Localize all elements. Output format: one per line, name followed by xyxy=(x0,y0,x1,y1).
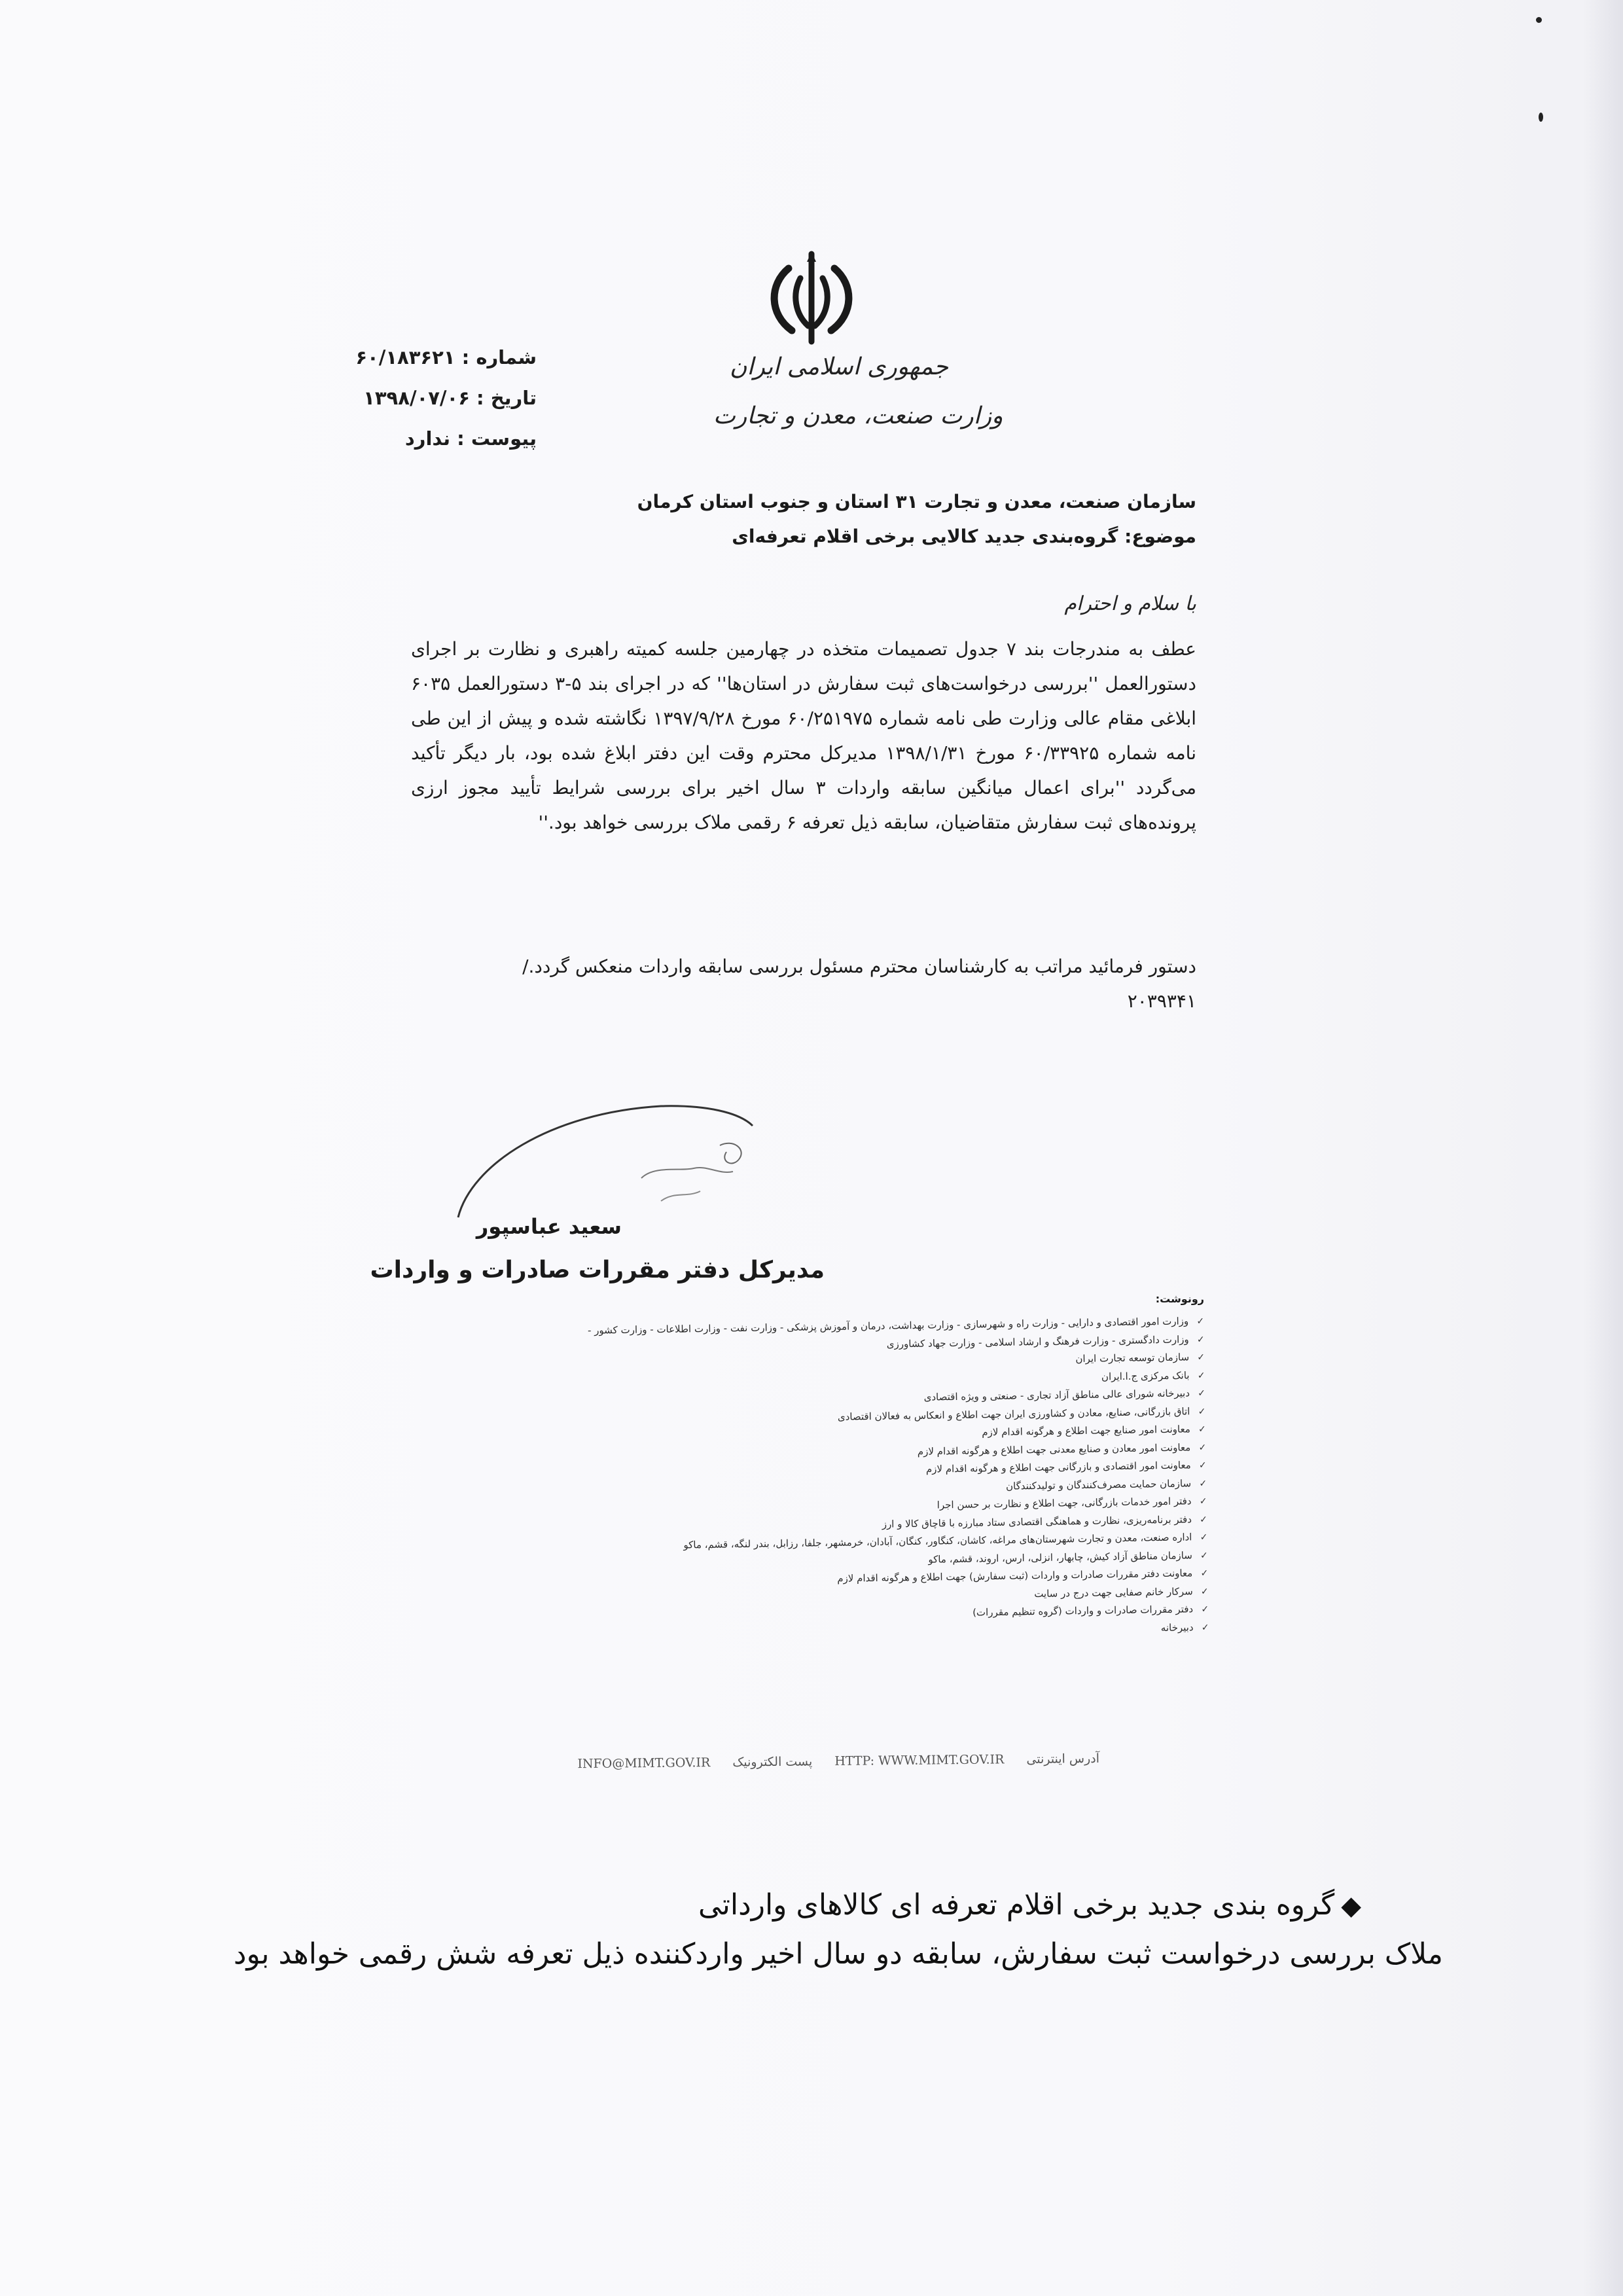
checkmark-icon: ✓ xyxy=(1200,1514,1208,1525)
cc-list-item-text: سرکار خانم صفایی جهت درج در سایت xyxy=(1034,1585,1193,1600)
letter-number-row xyxy=(340,337,537,378)
emblem-ministry-name: وزارت صنعت، معدن و تجارت xyxy=(713,403,1003,429)
checkmark-icon: ✓ xyxy=(1201,1604,1209,1615)
attachment-value: ندارد xyxy=(404,427,451,450)
cc-list-item-text: دبیرخانه شورای عالی مناطق آزاد تجاری - صنعتی و ویژه اقتصادی xyxy=(923,1387,1190,1403)
letter-meta xyxy=(340,337,537,459)
scan-speck xyxy=(1536,17,1542,23)
cc-list-item-text: دفتر برنامه‌ریزی، نظارت و هماهنگی اقتصادی ستاد مبارزه با قاچاق کالا و ارز xyxy=(882,1513,1192,1530)
cc-list-item-text: وزارت امور اقتصادی و دارایی - وزارت راه و شهرسازی - وزارت بهداشت، درمان و آموزش پزشکی - وزارت نفت - وزارت اطلاعات - وزارت کشور - xyxy=(587,1315,1189,1336)
letter-recipient: سازمان صنعت، معدن و تجارت ۳۱ استان و جنوب استان کرمان xyxy=(637,491,1196,512)
iran-emblem-icon xyxy=(762,249,861,347)
cc-list-item-text: سازمان حمایت مصرف‌کنندگان و تولیدکنندگان xyxy=(1005,1477,1192,1492)
cc-list xyxy=(353,1312,1209,1649)
cc-list-item-text: اداره صنعت، معدن و تجارت شهرستان‌های مراغه، کاشان، کنگاور، کنگان، آبادان، خرمشهر، جلفا، رزابل، بندر لنگه، قشم، ماکو xyxy=(683,1531,1192,1551)
checkmark-icon: ✓ xyxy=(1198,1388,1206,1399)
cc-list-item-text: سازمان توسعه تجارت ایران xyxy=(1075,1351,1190,1365)
letter-subject: موضوع: گروه‌بندی جدید کالایی برخی اقلام تعرفه‌ای xyxy=(732,526,1196,547)
letter-date-row xyxy=(340,378,537,418)
letter-instruction: دستور فرمائید مراتب به کارشناسان محترم مسئول بررسی سابقه واردات منعکس گردد./ xyxy=(522,956,1196,977)
checkmark-icon: ✓ xyxy=(1197,1352,1205,1363)
checkmark-icon: ✓ xyxy=(1199,1496,1207,1507)
caption-description: ملاک بررسی درخواست ثبت سفارش، سابقه دو سال اخیر واردکننده ذیل تعرفه شش رقمی خواهد بود xyxy=(233,1937,1443,1971)
website-address: HTTP: WWW.MIMT.GOV.IR xyxy=(834,1752,1005,1769)
cc-list-item-text: دفتر مقررات صادرات و واردات (گروه تنظیم مقررات) xyxy=(972,1603,1194,1619)
email-label: پست الکترونیک xyxy=(732,1754,813,1770)
scan-speck xyxy=(1539,113,1543,122)
date-value: ۱۳۹۸/۰۷/۰۶ xyxy=(363,387,470,409)
email-address: INFO@MIMT.GOV.IR xyxy=(577,1755,711,1772)
cc-title: رونوشت: xyxy=(1155,1293,1204,1305)
checkmark-icon: ✓ xyxy=(1196,1316,1205,1327)
diamond-bullet-icon: ◆ xyxy=(1341,1891,1361,1921)
cc-list-item-text: اتاق بازرگانی، صنایع، معادن و کشاورزی ایران جهت اطلاع و انعکاس به فعالان اقتصادی xyxy=(837,1405,1190,1423)
checkmark-icon: ✓ xyxy=(1200,1586,1209,1597)
emblem-country-name: جمهوری اسلامی ایران xyxy=(730,353,948,380)
letter-body-paragraph: عطف به مندرجات بند ۷ جدول تصمیمات متخذه در چهارمین جلسه کمیته راهبری و نظارت بر اجرای دستورالعمل ''بررسی درخواست‌های ثبت سفارش در استان‌ها'' که در اجرای بند ۵-۳ دستورالعمل ۶۰۳۵ ابلاغی مقام عالی وزارت طی نامه شماره ۶۰/۲۵۱۹۷۵ مورخ ۱۳۹۷/۹/۲۸ نگاشته شده و پیش از این طی نامه شماره ۶۰/۳۳۹۲۵ مورخ ۱۳۹۸/۱/۳۱ مدیرکل محترم وقت این دفتر ابلاغ شده بود، بار دیگر تأکید می‌گردد ''برای اعمال میانگین سابقه واردات ۳ سال اخیر برای بررسی شرایط تأیید مجوز ارزی پرونده‌های ثبت سفارش متقاضیان، سابقه ذیل تعرفه ۶ رقمی ملاک بررسی خواهد بود.'' xyxy=(411,638,1197,833)
caption-heading-text: گروه بندی جدید برخی اقلام تعرفه ای کالاهای وارداتی xyxy=(698,1888,1335,1922)
checkmark-icon: ✓ xyxy=(1198,1460,1207,1471)
checkmark-icon: ✓ xyxy=(1196,1334,1205,1345)
caption-heading xyxy=(698,1888,1361,1922)
checkmark-icon: ✓ xyxy=(1200,1550,1208,1561)
checkmark-icon: ✓ xyxy=(1197,1370,1205,1381)
checkmark-icon: ✓ xyxy=(1198,1424,1206,1435)
footer-contact xyxy=(576,1751,1099,1771)
date-label: تاریخ : xyxy=(470,387,537,409)
cc-list-item-text: معاونت امور اقتصادی و بازرگانی جهت اطلاع و هرگونه اقدام لازم xyxy=(925,1459,1191,1475)
cc-list-item-text: وزارت دادگستری - وزارت فرهنگ و ارشاد اسلامی - وزارت جهاد کشاورزی xyxy=(886,1333,1189,1350)
signer-name: سعید عباسپور xyxy=(476,1214,622,1239)
cc-list-item-text: دبیرخانه xyxy=(1160,1621,1194,1634)
letter-attachment-row xyxy=(340,418,537,459)
website-label: آدرس اینترنتی xyxy=(1026,1751,1100,1767)
cc-list-item-text: معاونت دفتر مقررات صادرات و واردات (ثبت سفارش) جهت اطلاع و هرگونه اقدام لازم xyxy=(837,1567,1193,1585)
checkmark-icon: ✓ xyxy=(1200,1532,1208,1543)
checkmark-icon: ✓ xyxy=(1199,1478,1207,1489)
letter-greeting: با سلام و احترام xyxy=(1064,592,1196,615)
cc-list-item-text: معاونت امور صنایع جهت اطلاع و هرگونه اقدام لازم xyxy=(982,1423,1190,1439)
number-label: شماره : xyxy=(455,346,537,368)
number-value: ۶۰/۱۸۳۶۲۱ xyxy=(355,346,455,368)
letter-reference-code: ۲۰۳۹۳۴۱ xyxy=(1127,990,1196,1012)
cc-list-item-text: دفتر امور خدمات بازرگانی، جهت اطلاع و نظارت بر حسن اجرا xyxy=(936,1495,1192,1511)
handwritten-signature-icon xyxy=(445,1086,785,1230)
letter-body-closing xyxy=(411,949,1196,1018)
cc-list-item-text: بانک مرکزی ج.ا.ایران xyxy=(1101,1369,1190,1382)
signer-title: مدیرکل دفتر مقررات صادرات و واردات xyxy=(370,1257,825,1283)
attachment-label: پیوست : xyxy=(450,427,537,450)
cc-list-item-text: معاونت امور معادن و صنایع معدنی جهت اطلاع و هرگونه اقدام لازم xyxy=(917,1441,1191,1458)
checkmark-icon: ✓ xyxy=(1200,1568,1209,1579)
page-edge-shadow xyxy=(1584,0,1623,2296)
checkmark-icon: ✓ xyxy=(1198,1442,1207,1453)
cc-list-item-text: سازمان مناطق آزاد کیش، چابهار، انزلی، ارس، اروند، قشم، ماکو xyxy=(928,1549,1192,1566)
checkmark-icon: ✓ xyxy=(1201,1622,1209,1633)
checkmark-icon: ✓ xyxy=(1198,1406,1206,1417)
